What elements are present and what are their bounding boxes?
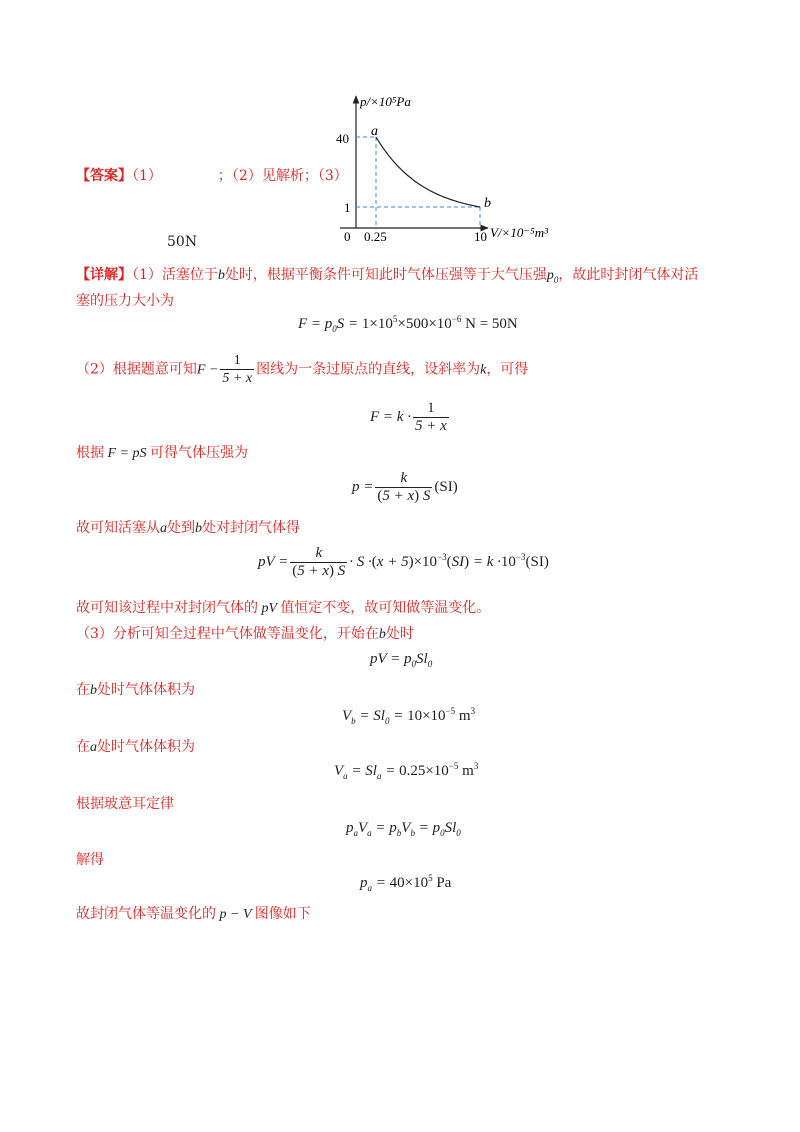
- text-segment: 值恒定不变，故可知做等温变化。: [280, 600, 491, 616]
- var-b: b: [90, 683, 97, 698]
- text-segment: 在: [76, 739, 90, 755]
- text-segment: 故封闭气体等温变化的: [76, 906, 216, 922]
- text-segment: 图像如下: [254, 906, 311, 922]
- text-segment: （2）根据题意可知: [76, 361, 197, 378]
- eq-pressure: p = $\frac{k}{(5 + x) S}$ (SI): [352, 470, 458, 504]
- answer-force: 50N: [167, 234, 198, 250]
- x-tick-025: 0.25: [364, 229, 387, 244]
- text-segment: 处时，根据平衡条件可知此时气体压强等于大气压强: [224, 267, 547, 283]
- text-segment: ，故此时封闭气体对活: [558, 267, 699, 283]
- pv-graph: [320, 90, 580, 250]
- eq-boyle: $p_aV_a = p_bV_b = p_0Sl_0$: [346, 820, 461, 838]
- eq-pa: $p_a = 40\times 10^5$ Pa: [360, 873, 452, 893]
- explain-line-5: [76, 518, 300, 539]
- var-b: b: [378, 627, 386, 642]
- explain-line-6: 故可知该过程中对封闭气体的 pV 值恒定不变，故可知做等温变化。: [76, 600, 491, 616]
- var-b: b: [217, 268, 225, 283]
- isotherm-curve: [376, 137, 480, 207]
- y-tick-40: 40: [336, 131, 349, 146]
- origin-label: 0: [344, 229, 351, 244]
- var-a: a: [160, 521, 167, 536]
- answer-line: [76, 166, 348, 186]
- y-axis-label: p/×10⁵Pa: [360, 94, 411, 109]
- text-segment: 故可知活塞从: [76, 520, 160, 536]
- text-segment: 处时气体体积为: [97, 739, 195, 755]
- var-a: a: [90, 740, 97, 755]
- explain-line-3: （2）根据题意可知F − $\frac{1}{5 + x}$ 图线为一条过原点的直线，设斜率为k，可得: [76, 353, 529, 386]
- var-k: k: [480, 362, 487, 378]
- text-segment: （3）分析可知全过程中气体做等温变化，开始在: [76, 626, 379, 642]
- explain-line-12: 故封闭气体等温变化的 p − V 图像如下: [76, 906, 311, 922]
- text-segment: 可得气体压强为: [150, 445, 248, 461]
- explain-line-1: [76, 265, 698, 286]
- point-a-label: a: [371, 124, 378, 139]
- answer-label: 【答案】: [76, 168, 132, 184]
- eq-pV: pV = $\frac{k}{(5 + x) S}$ · $S \cdot(x + 5)\times 10^{-3}(SI) = k \cdot 10^{-3}(SI)$: [258, 545, 549, 579]
- answer-part1: （1）: [132, 168, 162, 184]
- explain-line-9: [76, 737, 195, 758]
- x-tick-10: 10: [474, 229, 487, 244]
- explain-line-7: [76, 624, 414, 645]
- text-segment: 根据: [76, 445, 104, 461]
- eq-pV-p0Sl0: pV = $p_0Sl_0$: [370, 651, 433, 669]
- point-b-label: b: [484, 196, 491, 211]
- text-segment: 故可知该过程中对封闭气体的: [76, 600, 258, 616]
- eq-force: $F = p_0S = 1\times 10^5\times 500\times 10^{-6}$ N = 50N: [298, 314, 518, 334]
- explain-line-11: 解得: [76, 852, 104, 868]
- var-b: b: [195, 521, 202, 536]
- x-axis-label: V/×10⁻⁵m³: [490, 225, 548, 240]
- answer-part2: ；（2）见解析；（3）: [217, 168, 348, 184]
- text-segment: 处对封闭气体得: [202, 520, 300, 536]
- text-segment: 处时气体体积为: [97, 682, 195, 698]
- explain-line-4: 根据 F = pS 可得气体压强为: [76, 445, 248, 461]
- explain-line-8: [76, 680, 195, 701]
- eq-Vb: $V_b = Sl_0 = 10\times 10^{-5}$ $m^3$: [342, 706, 476, 726]
- explain-line-10: 根据玻意耳定律: [76, 796, 174, 812]
- explain-label: 【详解】: [76, 267, 132, 283]
- explain-line-2: 塞的压力大小为: [76, 293, 174, 309]
- y-tick-1: 1: [344, 200, 351, 215]
- text-segment: 图线为一条过原点的直线，设斜率为: [256, 361, 481, 378]
- text-segment: 处时: [385, 626, 414, 642]
- symbol-p0: $p_0$: [546, 268, 559, 285]
- eq-Va: $V_a = Sl_a = 0.25\times 10^{-5}$ $m^3$: [334, 761, 479, 781]
- eq-F-k: F = k · $\frac{1}{5 + x}$: [370, 400, 447, 434]
- text-segment: 在: [76, 682, 90, 698]
- text-segment: ，可得: [486, 361, 529, 378]
- frac-1-over-5x: $\frac{1}{5 + x}$: [222, 353, 253, 386]
- text-segment: （1）活塞位于: [132, 267, 218, 283]
- text-segment: 处到: [167, 520, 195, 536]
